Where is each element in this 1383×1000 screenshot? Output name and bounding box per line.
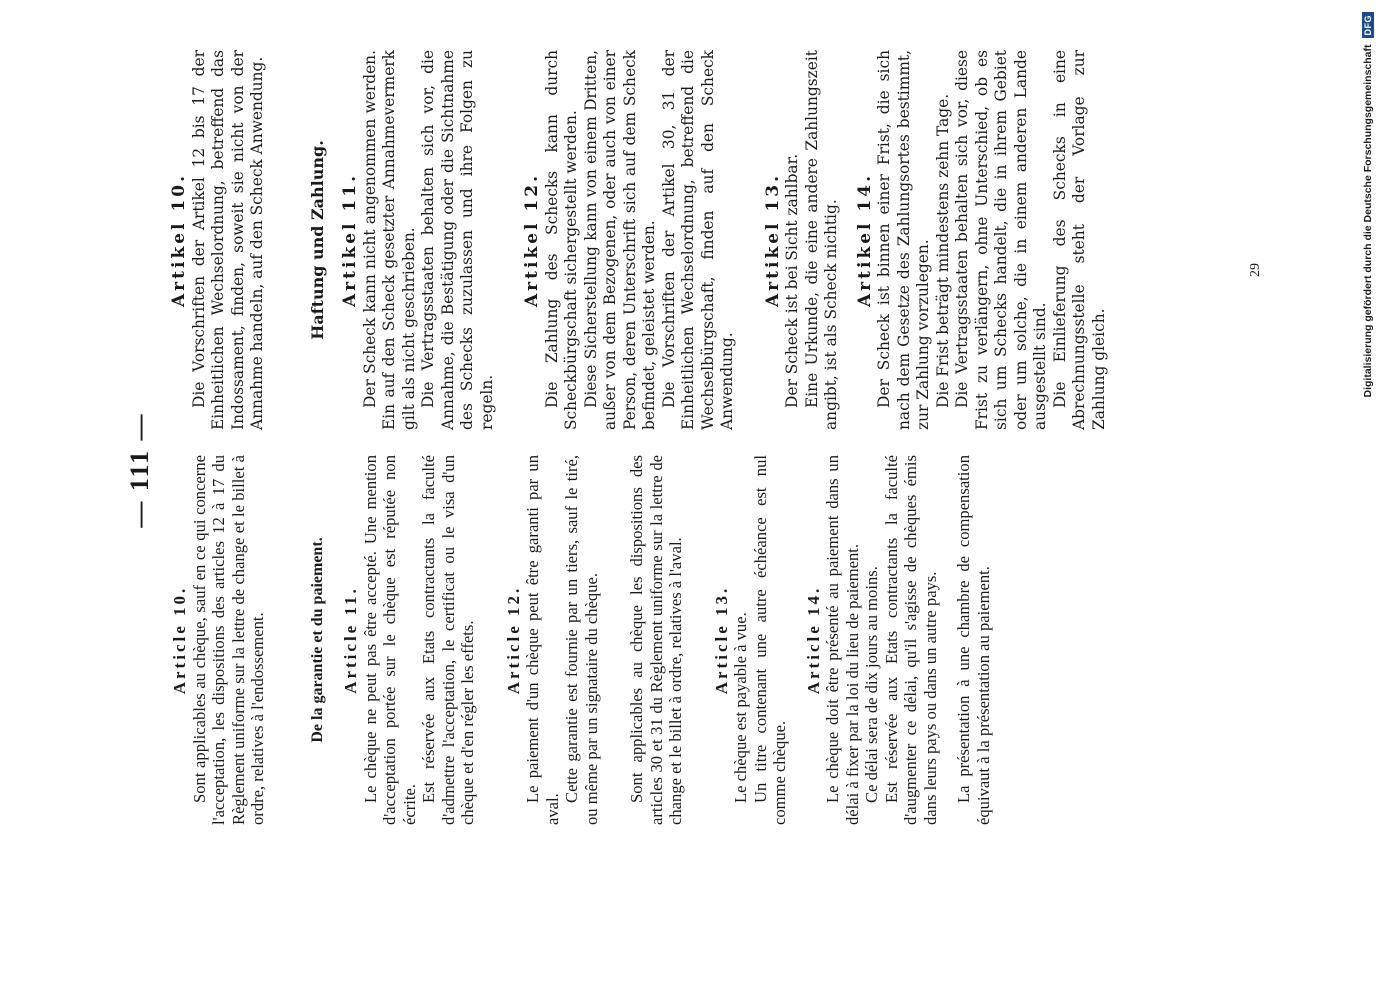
de-article-12-title: Artikel 12.	[522, 173, 542, 308]
dfg-logo: DFG	[1362, 12, 1374, 39]
fr-article-11-p2: Est réservée aux Etats contractants la faculté d'admettre l'acceptation, le certificat ou le visa d'un chèque et d'en régler les effets.	[419, 455, 477, 825]
fr-article-13-p1: Le chèque est payable à vue.	[731, 612, 750, 803]
french-column	[170, 455, 993, 825]
fr-article-14-title: Article 14.	[803, 585, 823, 695]
fr-article-14-p4: La présentation à une chambre de compensation équivaut à la présentation au paiement.	[954, 455, 993, 825]
de-article-14-p4: Die Einlieferung des Schecks in eine Abrechnungsstelle steht der Vorlage zur Zahlung gleich.	[1050, 50, 1108, 430]
fr-article-12-p3: Sont applicables au chèque les dispositions des articles 30 et 31 du Règlement uniforme sur la lettre de change et le billet à ordre, relatives à l'aval.	[627, 455, 685, 825]
de-article-12-p1: Die Zahlung des Schecks kann durch Scheckbürgschaft sichergestellt werden.	[542, 50, 580, 430]
de-article-12-p3: Die Vorschriften der Artikel 30, 31 der Einheitlichen Wechselordnung, betreffend die Wechselbürgschaft, finden auf den Scheck Anwendung.	[659, 50, 736, 430]
german-column	[170, 50, 1109, 430]
fr-article-10-text: Sont applicables au chèque, sauf en ce qui concerne l'acceptation, les dispositions des articles 12 à 17 du Règlement uniforme sur la lettre de change et le billet à ordre, relatives à l'endossement.	[189, 455, 267, 825]
de-article-10-text: Die Vorschriften der Artikel 12 bis 17 der Einheitlichen Wechselordnung, betreffend das Indossament, finden, soweit sie nicht von der Annahme handeln, auf den Scheck Anwendung.	[189, 50, 266, 430]
fr-article-13-p2: Un titre contenant une autre échéance est nul comme chèque.	[750, 455, 789, 825]
fr-article-14-p1: Le chèque doit être présenté au paiement dans un délai à fixer par la loi du lieu de paiement.	[823, 455, 862, 825]
fr-article-11-p1: Le chèque ne peut pas être accepté. Une mention d'acceptation portée sur le chèque est réputée non écrite.	[360, 455, 419, 825]
fr-article-10-title: Article 10.	[170, 585, 189, 695]
de-article-11-title: Artikel 11.	[340, 173, 360, 308]
de-article-10-title: Artikel 10.	[169, 173, 189, 308]
de-article-11-p1: Der Scheck kann nicht angenommen werden. Ein auf den Scheck gesetzter Annahmevermerk gilt als nicht geschrieben.	[360, 50, 418, 430]
de-article-13-p2: Eine Urkunde, die eine andere Zahlungszeit angibt, ist als Scheck nichtig.	[802, 50, 840, 430]
de-article-14-title: Artikel 14.	[854, 173, 875, 308]
de-article-12-p2: Diese Sicherstellung kann von einem Dritten, außer von dem Bezogenen, oder auch von einer Person, deren Unterschrift sich auf dem Scheck befindet, geleistet werden.	[581, 50, 658, 430]
fr-article-14-p3: Est réservée aux Etats contractants la faculté d'augmenter ce délai, qu'il s'agisse de chèques émis dans leurs pays ou dans un autre pays.	[881, 455, 940, 825]
page-number: — 111 —	[125, 412, 154, 528]
de-section-title: Haftung und Zahlung.	[307, 140, 327, 340]
fr-article-12-p2: Cette garantie est fournie par un tiers, sauf le tiré, ou même par un signataire du chèque.	[562, 455, 601, 825]
de-article-14-p2: Die Frist beträgt mindestens zehn Tage.	[933, 93, 952, 408]
fr-article-11-title: Article 11.	[341, 586, 360, 694]
de-article-11-p2: Die Vertragsstaaten behalten sich vor, die Annahme, die Bestätigung oder die Sichtnahme des Schecks zuzulassen und ihre Folgen zu regeln.	[419, 50, 496, 430]
fr-article-14-p2: Ce délai sera de dix jours au moins.	[862, 566, 881, 803]
de-article-13-p1: Der Scheck ist bei Sicht zahlbar.	[783, 153, 801, 408]
de-article-14-p3: Die Vertragsstaaten behalten sich vor, diese Frist zu verlängern, ohne Unterschied, ob es sich um Schecks handelt, die in ihrem Gebiet oder um solche, die in einem anderen Lande ausgestellt sind.	[953, 50, 1049, 430]
fr-article-12-p1: Le paiement d'un chèque peut être garanti par un aval.	[523, 455, 562, 825]
fr-article-12-title: Article 12.	[503, 585, 523, 695]
de-article-13-title: Artikel 13.	[762, 173, 783, 308]
fr-section-title: De la garantie et du paiement.	[308, 537, 326, 743]
digitization-notice-text: Digitalisierung gefördert durch die Deutsche Forschungsgemeinschaft	[1362, 44, 1374, 398]
fr-article-13-title: Article 13.	[711, 585, 731, 695]
footer-page-number: 29	[1248, 263, 1263, 277]
digitization-notice	[1362, 2, 1374, 992]
de-article-14-p1: Der Scheck ist binnen einer Frist, die sich nach dem Gesetze des Zahlungsortes bestimmt, zur Zahlung vorzulegen.	[875, 50, 932, 430]
